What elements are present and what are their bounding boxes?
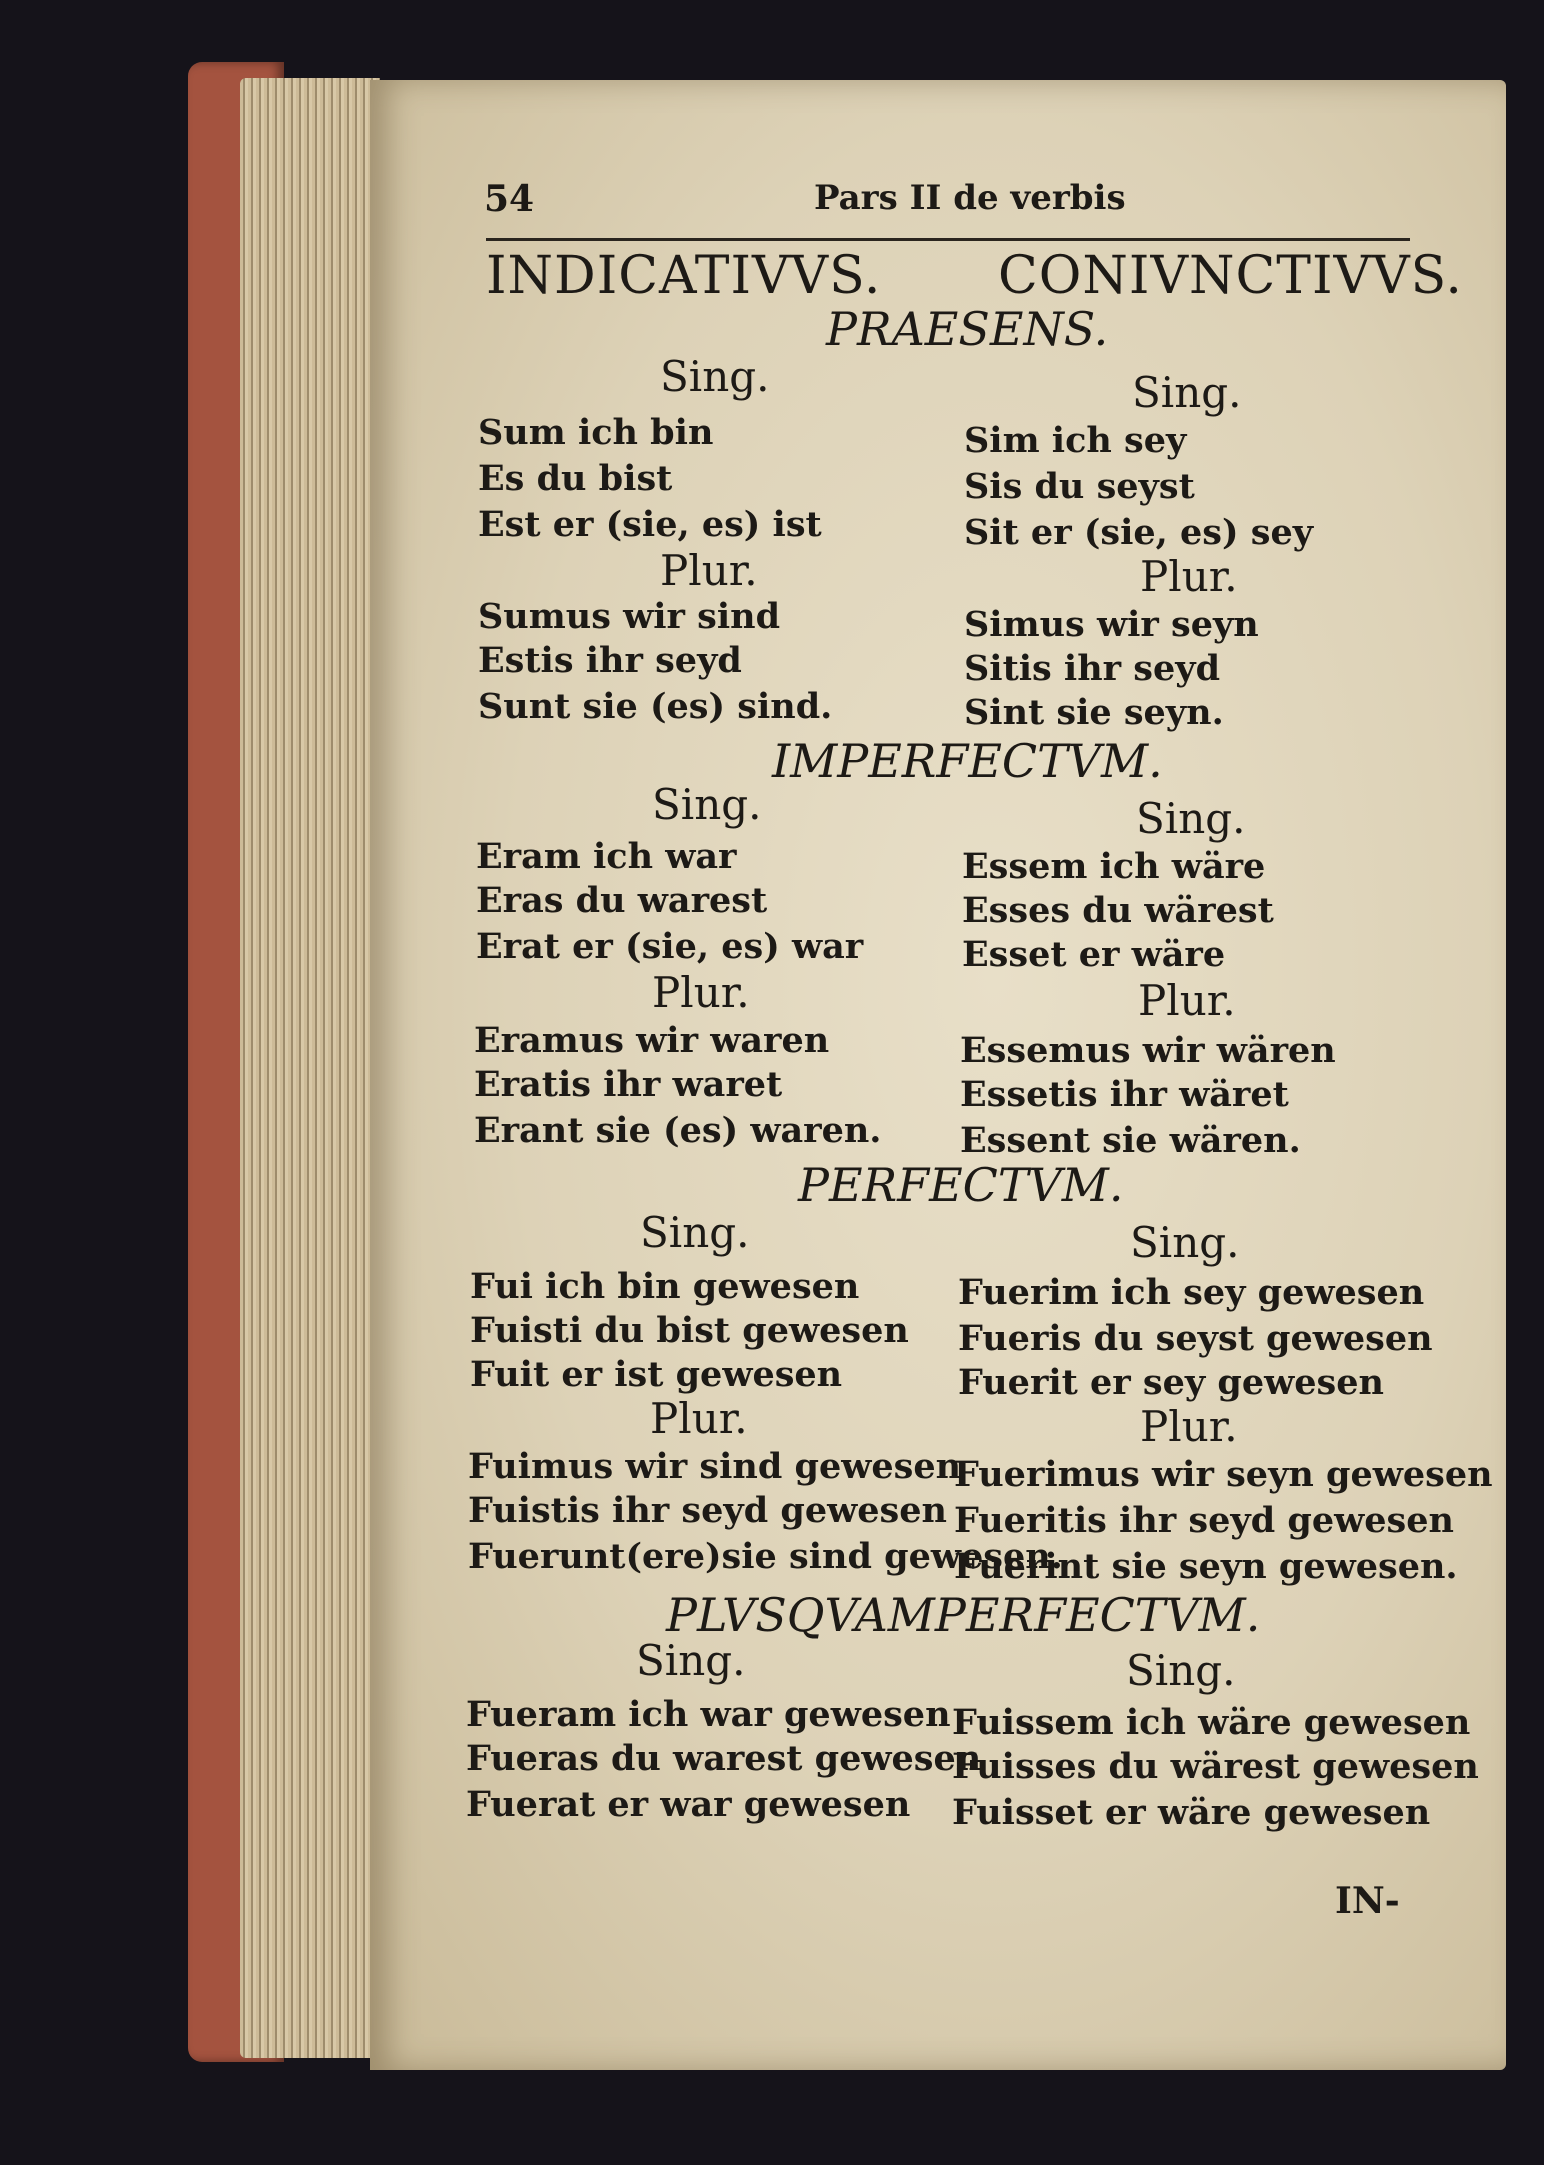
paradigm-line: Sint sie seyn. bbox=[964, 692, 1224, 733]
paradigm-line: Fuerat er war gewesen bbox=[466, 1784, 911, 1825]
subjunctive-heading: CONIVNCTIVVS. bbox=[998, 246, 1463, 306]
paradigm-line: Essent sie wären. bbox=[960, 1120, 1301, 1161]
sing-label: Sing. bbox=[1126, 1646, 1236, 1695]
paradigm-line: Esses du wärest bbox=[962, 890, 1274, 931]
plur-label: Plur. bbox=[660, 546, 758, 595]
paradigm-line: Sitis ihr seyd bbox=[964, 648, 1221, 689]
running-title: Pars II de verbis bbox=[814, 178, 1126, 218]
paradigm-line: Fuerim ich sey gewesen bbox=[958, 1272, 1425, 1313]
sing-label: Sing. bbox=[1130, 1218, 1240, 1267]
paradigm-line: Fuissem ich wäre gewesen bbox=[952, 1702, 1471, 1743]
plur-label: Plur. bbox=[650, 1394, 748, 1443]
paradigm-line: Fuimus wir sind gewesen bbox=[468, 1446, 962, 1487]
tense-heading-perfectum: PERFECTVM. bbox=[798, 1158, 1124, 1212]
paradigm-line: Sum ich bin bbox=[478, 412, 714, 453]
header-rule bbox=[486, 238, 1410, 241]
paradigm-line: Fuerint sie seyn gewesen. bbox=[954, 1546, 1458, 1587]
sing-label: Sing. bbox=[660, 352, 770, 401]
sing-label: Sing. bbox=[1132, 368, 1242, 417]
paradigm-line: Erant sie (es) waren. bbox=[474, 1110, 882, 1151]
paradigm-line: Fueras du warest gewesen bbox=[466, 1738, 982, 1779]
paradigm-line: Eramus wir waren bbox=[474, 1020, 830, 1061]
paradigm-line: Sim ich sey bbox=[964, 420, 1187, 461]
paradigm-line: Fuerit er sey gewesen bbox=[958, 1362, 1384, 1403]
paradigm-line: Es du bist bbox=[478, 458, 673, 499]
paradigm-line: Est er (sie, es) ist bbox=[478, 504, 822, 545]
paradigm-line: Esset er wäre bbox=[962, 934, 1226, 975]
sing-label: Sing. bbox=[652, 780, 762, 829]
tense-heading-imperfectum: IMPERFECTVM. bbox=[772, 734, 1163, 788]
plur-label: Plur. bbox=[1138, 976, 1236, 1025]
paradigm-line: Fuisset er wäre gewesen bbox=[952, 1792, 1431, 1833]
tense-heading-plusquamperfectum: PLVSQVAMPERFECTVM. bbox=[666, 1588, 1261, 1642]
paradigm-line: Eram ich war bbox=[476, 836, 737, 877]
paradigm-line: Eratis ihr waret bbox=[474, 1064, 783, 1105]
paradigm-line: Fueritis ihr seyd gewesen bbox=[954, 1500, 1454, 1541]
paradigm-line: Fui ich bin gewesen bbox=[470, 1266, 860, 1307]
paradigm-line: Fuerimus wir seyn gewesen bbox=[954, 1454, 1493, 1495]
indicative-heading: INDICATIVVS. bbox=[486, 246, 882, 306]
paradigm-line: Sit er (sie, es) sey bbox=[964, 512, 1314, 553]
paradigm-line: Essem ich wäre bbox=[962, 846, 1266, 887]
paradigm-line: Essetis ihr wäret bbox=[960, 1074, 1289, 1115]
paradigm-line: Sumus wir sind bbox=[478, 596, 781, 637]
paradigm-line: Fuistis ihr seyd gewesen bbox=[468, 1490, 947, 1531]
paradigm-line: Fuisses du wärest gewesen bbox=[952, 1746, 1479, 1787]
sing-label: Sing. bbox=[640, 1208, 750, 1257]
page-stack-edge bbox=[240, 78, 380, 2058]
paradigm-line: Erat er (sie, es) war bbox=[476, 926, 864, 967]
paradigm-line: Sunt sie (es) sind. bbox=[478, 686, 833, 727]
sing-label: Sing. bbox=[636, 1636, 746, 1685]
paradigm-line: Fuerunt(ere)sie sind gewesen. bbox=[468, 1536, 1063, 1577]
page-header bbox=[484, 178, 1416, 238]
paradigm-line: Fueris du seyst gewesen bbox=[958, 1318, 1433, 1359]
paradigm-line: Fuisti du bist gewesen bbox=[470, 1310, 909, 1351]
catchword: IN- bbox=[1335, 1880, 1400, 1922]
sing-label: Sing. bbox=[1136, 794, 1246, 843]
plur-label: Plur. bbox=[652, 968, 750, 1017]
plur-label: Plur. bbox=[1140, 1402, 1238, 1451]
paradigm-line: Estis ihr seyd bbox=[478, 640, 742, 681]
paradigm-line: Sis du seyst bbox=[964, 466, 1195, 507]
page-number: 54 bbox=[484, 178, 535, 220]
tense-heading-praesens: PRAESENS. bbox=[826, 302, 1109, 356]
paradigm-line: Fueram ich war gewesen bbox=[466, 1694, 951, 1735]
paradigm-line: Eras du warest bbox=[476, 880, 768, 921]
paradigm-line: Essemus wir wären bbox=[960, 1030, 1336, 1071]
paradigm-line: Fuit er ist gewesen bbox=[470, 1354, 843, 1395]
paradigm-line: Simus wir seyn bbox=[964, 604, 1259, 645]
plur-label: Plur. bbox=[1140, 552, 1238, 601]
